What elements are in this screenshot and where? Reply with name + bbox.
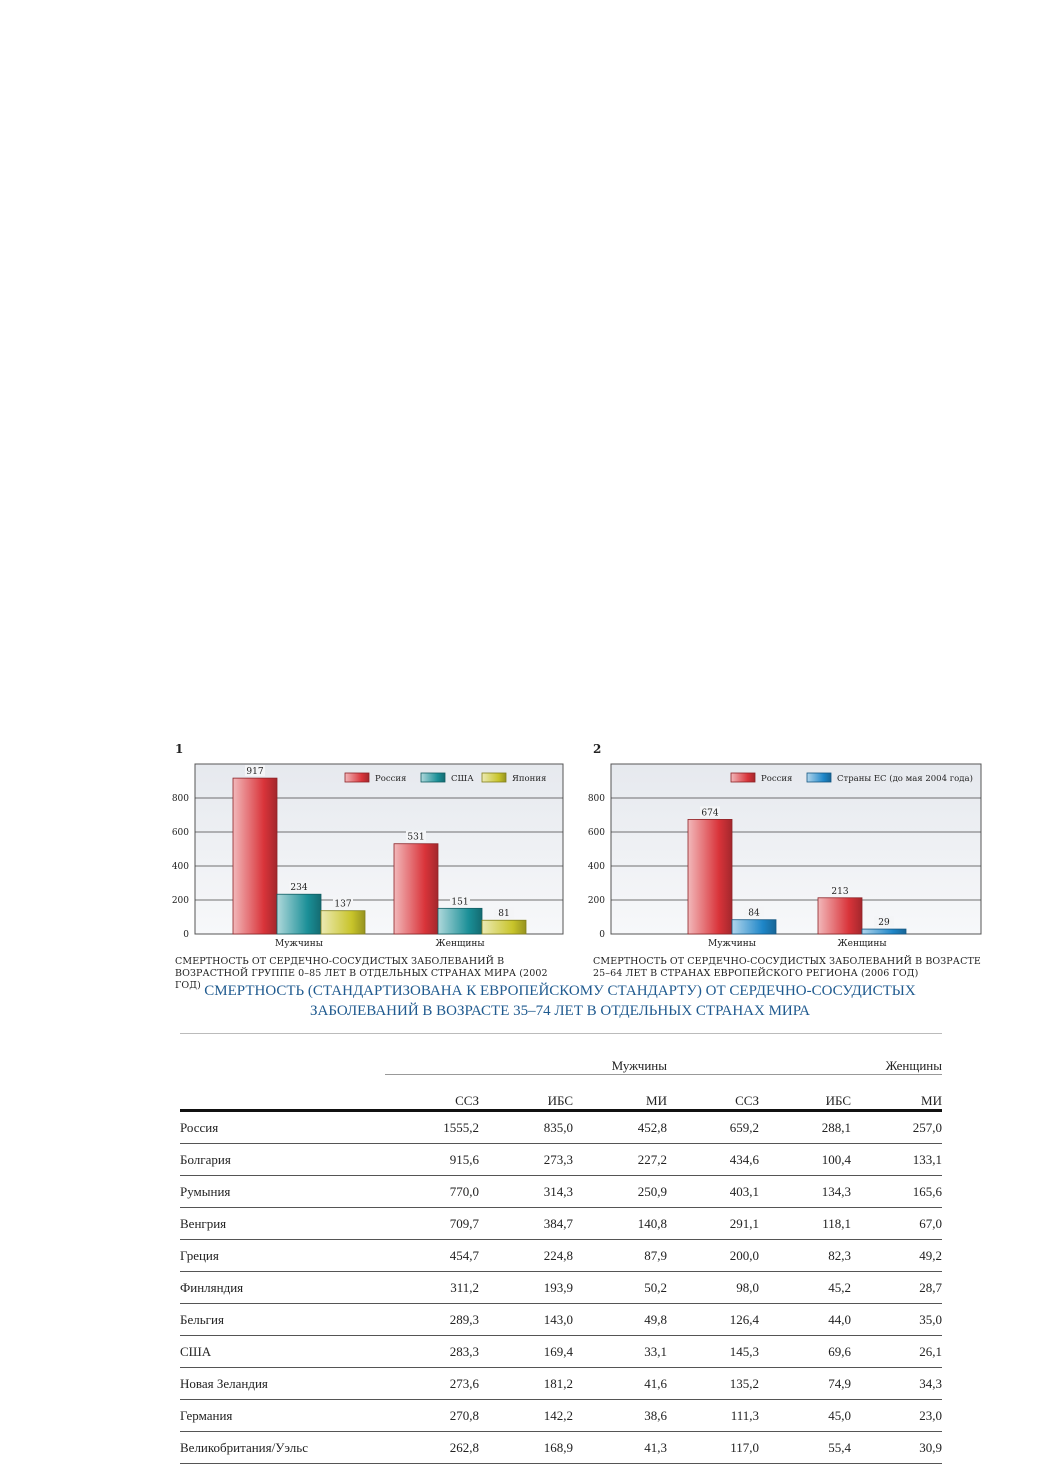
data-label: 29 — [878, 918, 890, 929]
mortality-table — [180, 1040, 942, 1464]
table-row — [180, 1111, 942, 1144]
value-cell: 118,1 — [759, 1208, 851, 1240]
value-cell: 169,4 — [479, 1336, 573, 1368]
bar-3-1 — [321, 911, 365, 934]
value-cell: 100,4 — [759, 1144, 851, 1176]
chart-1-caption: СМЕРТНОСТЬ ОТ СЕРДЕЧНО-СОСУДИСТЫХ ЗАБОЛЕВАНИЙ В ВОЗРАСТНОЙ ГРУППЕ 0–85 ЛЕТ В ОТДЕЛЬНЫХ СТРАНАХ МИРА (2002 ГОД) — [175, 956, 548, 991]
legend-label: США — [451, 774, 474, 784]
value-cell: 30,9 — [851, 1432, 942, 1464]
value-cell: 49,2 — [851, 1240, 942, 1272]
legend-label: Страны ЕС (до мая 2004 года) — [837, 774, 973, 784]
bar-1-2 — [394, 844, 438, 934]
value-cell: 270,8 — [385, 1400, 479, 1432]
table-row — [180, 1304, 942, 1336]
table-row — [180, 1240, 942, 1272]
column-header: МИ — [851, 1075, 942, 1111]
table-row — [180, 1176, 942, 1208]
value-cell: 67,0 — [851, 1208, 942, 1240]
value-cell: 227,2 — [573, 1144, 667, 1176]
value-cell: 45,2 — [759, 1272, 851, 1304]
y-tick-label: 0 — [599, 930, 605, 940]
value-cell: 181,2 — [479, 1368, 573, 1400]
value-cell: 133,1 — [851, 1144, 942, 1176]
y-tick-label: 0 — [183, 930, 189, 940]
value-cell: 69,6 — [759, 1336, 851, 1368]
chart-2-svg — [585, 760, 990, 955]
value-cell: 134,3 — [759, 1176, 851, 1208]
column-header: ССЗ — [385, 1075, 479, 1111]
value-cell: 140,8 — [573, 1208, 667, 1240]
x-category-label: Мужчины — [275, 939, 323, 949]
value-cell: 117,0 — [667, 1432, 759, 1464]
x-category-label: Женщины — [435, 939, 485, 949]
value-cell: 454,7 — [385, 1240, 479, 1272]
value-cell: 384,7 — [479, 1208, 573, 1240]
chart-number: 2 — [593, 742, 602, 756]
value-cell: 288,1 — [759, 1111, 851, 1144]
column-header: ИБС — [759, 1075, 851, 1111]
data-label: 84 — [748, 908, 760, 919]
bar-2-2 — [438, 908, 482, 934]
value-cell: 55,4 — [759, 1432, 851, 1464]
value-cell: 434,6 — [667, 1144, 759, 1176]
y-tick-label: 400 — [171, 862, 189, 872]
value-cell: 289,3 — [385, 1304, 479, 1336]
country-cell: США — [180, 1336, 385, 1368]
data-label: 917 — [246, 767, 264, 778]
value-cell: 41,3 — [573, 1432, 667, 1464]
value-cell: 26,1 — [851, 1336, 942, 1368]
y-tick-label: 600 — [171, 828, 189, 838]
value-cell: 835,0 — [479, 1111, 573, 1144]
table-row — [180, 1272, 942, 1304]
bar-1-1 — [233, 778, 277, 934]
value-cell: 142,2 — [479, 1400, 573, 1432]
country-cell: Новая Зеландия — [180, 1368, 385, 1400]
data-label: 137 — [334, 899, 352, 910]
value-cell: 44,0 — [759, 1304, 851, 1336]
column-header: ИБС — [479, 1075, 573, 1111]
column-header-row — [180, 1075, 942, 1111]
y-tick-label: 200 — [171, 896, 189, 906]
value-cell: 193,9 — [479, 1272, 573, 1304]
value-cell: 45,0 — [759, 1400, 851, 1432]
country-cell: Финляндия — [180, 1272, 385, 1304]
value-cell: 49,8 — [573, 1304, 667, 1336]
chart-2-caption: СМЕРТНОСТЬ ОТ СЕРДЕЧНО-СОСУДИСТЫХ ЗАБОЛЕВАНИЙ В ВОЗРАСТЕ 25–64 ЛЕТ В СТРАНАХ ЕВРОПЕЙСКОГО РЕГИОНА (2006 ГОД) — [593, 956, 981, 979]
bar-1-1 — [688, 819, 732, 934]
data-label: 81 — [498, 909, 510, 920]
value-cell: 35,0 — [851, 1304, 942, 1336]
x-category-label: Женщины — [837, 939, 887, 949]
value-cell: 200,0 — [667, 1240, 759, 1272]
value-cell: 135,2 — [667, 1368, 759, 1400]
legend-swatch — [421, 773, 445, 782]
country-cell: Великобритания/Уэльс — [180, 1432, 385, 1464]
data-label: 674 — [701, 808, 719, 819]
table-row — [180, 1336, 942, 1368]
table-title-line-2: ЗАБОЛЕВАНИЙ В ВОЗРАСТЕ 35–74 ЛЕТ В ОТДЕЛЬНЫХ СТРАНАХ МИРА — [310, 1003, 810, 1019]
table-top-rule — [180, 1033, 942, 1034]
legend-swatch — [345, 773, 369, 782]
value-cell: 403,1 — [667, 1176, 759, 1208]
y-tick-label: 400 — [587, 862, 605, 872]
value-cell: 311,2 — [385, 1272, 479, 1304]
value-cell: 283,3 — [385, 1336, 479, 1368]
y-tick-label: 200 — [587, 896, 605, 906]
table-row — [180, 1208, 942, 1240]
group-women-label: Женщины — [667, 1040, 942, 1075]
legend-label: Россия — [375, 774, 407, 784]
value-cell: 87,9 — [573, 1240, 667, 1272]
bar-2-1 — [277, 894, 321, 934]
value-cell: 28,7 — [851, 1272, 942, 1304]
column-header: МИ — [573, 1075, 667, 1111]
legend-swatch — [731, 773, 755, 782]
table-row — [180, 1432, 942, 1464]
value-cell: 659,2 — [667, 1111, 759, 1144]
country-cell: Венгрия — [180, 1208, 385, 1240]
value-cell: 273,3 — [479, 1144, 573, 1176]
value-cell: 23,0 — [851, 1400, 942, 1432]
legend-swatch — [807, 773, 831, 782]
value-cell: 165,6 — [851, 1176, 942, 1208]
bar-2-2 — [862, 929, 906, 934]
value-cell: 143,0 — [479, 1304, 573, 1336]
bar-3-2 — [482, 920, 526, 934]
value-cell: 34,3 — [851, 1368, 942, 1400]
table-title — [150, 981, 970, 1021]
data-label: 213 — [831, 886, 849, 897]
group-header-row — [180, 1040, 942, 1075]
value-cell: 224,8 — [479, 1240, 573, 1272]
value-cell: 262,8 — [385, 1432, 479, 1464]
country-cell: Россия — [180, 1111, 385, 1144]
table-row — [180, 1144, 942, 1176]
legend-label: Япония — [512, 774, 547, 784]
chart-number: 1 — [175, 742, 184, 756]
country-cell: Греция — [180, 1240, 385, 1272]
column-header: ССЗ — [667, 1075, 759, 1111]
country-cell: Болгария — [180, 1144, 385, 1176]
group-men-label: Мужчины — [385, 1040, 667, 1075]
value-cell: 915,6 — [385, 1144, 479, 1176]
value-cell: 98,0 — [667, 1272, 759, 1304]
legend-swatch — [482, 773, 506, 782]
value-cell: 111,3 — [667, 1400, 759, 1432]
legend-label: Россия — [761, 774, 793, 784]
y-tick-label: 800 — [587, 794, 605, 804]
value-cell: 770,0 — [385, 1176, 479, 1208]
value-cell: 273,6 — [385, 1368, 479, 1400]
data-label: 234 — [290, 883, 308, 894]
value-cell: 1555,2 — [385, 1111, 479, 1144]
value-cell: 257,0 — [851, 1111, 942, 1144]
value-cell: 145,3 — [667, 1336, 759, 1368]
value-cell: 291,1 — [667, 1208, 759, 1240]
y-tick-label: 800 — [171, 794, 189, 804]
value-cell: 709,7 — [385, 1208, 479, 1240]
value-cell: 82,3 — [759, 1240, 851, 1272]
value-cell: 33,1 — [573, 1336, 667, 1368]
table-title-line-1: СМЕРТНОСТЬ (СТАНДАРТИЗОВАНА К ЕВРОПЕЙСКОМУ СТАНДАРТУ) ОТ СЕРДЕЧНО-СОСУДИСТЫХ — [204, 983, 916, 999]
bar-2-1 — [732, 920, 776, 934]
value-cell: 314,3 — [479, 1176, 573, 1208]
value-cell: 126,4 — [667, 1304, 759, 1336]
value-cell: 168,9 — [479, 1432, 573, 1464]
y-tick-label: 600 — [587, 828, 605, 838]
data-label: 151 — [451, 897, 469, 908]
country-cell: Германия — [180, 1400, 385, 1432]
bar-1-2 — [818, 898, 862, 934]
table-row — [180, 1368, 942, 1400]
x-category-label: Мужчины — [708, 939, 756, 949]
value-cell: 41,6 — [573, 1368, 667, 1400]
plot-area — [611, 764, 981, 934]
value-cell: 452,8 — [573, 1111, 667, 1144]
data-label: 531 — [407, 832, 425, 843]
country-cell: Румыния — [180, 1176, 385, 1208]
country-cell: Бельгия — [180, 1304, 385, 1336]
chart-1-svg — [165, 760, 570, 955]
value-cell: 50,2 — [573, 1272, 667, 1304]
value-cell: 74,9 — [759, 1368, 851, 1400]
value-cell: 38,6 — [573, 1400, 667, 1432]
value-cell: 250,9 — [573, 1176, 667, 1208]
table-row — [180, 1400, 942, 1432]
